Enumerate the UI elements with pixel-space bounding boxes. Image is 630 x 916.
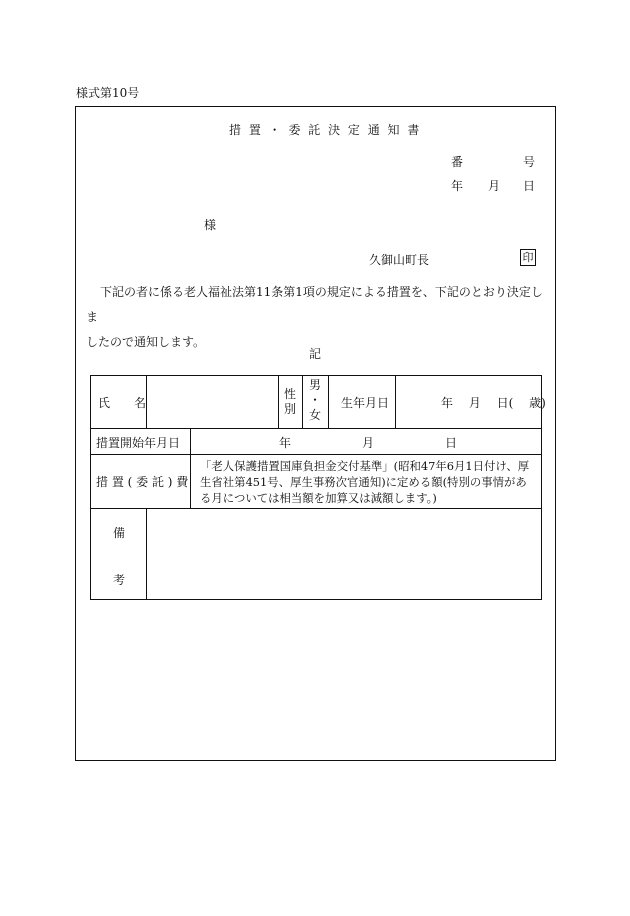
- start-month-label: 月: [362, 436, 375, 450]
- date-month-label: 月: [488, 179, 501, 193]
- start-date-label: 措置開始年月日: [96, 436, 181, 450]
- gender-label-char: 性: [284, 387, 297, 401]
- ki-heading: 記: [309, 347, 322, 361]
- table-rule: [302, 376, 303, 428]
- gender-label-char: 別: [284, 402, 297, 416]
- gender-option-female: 女: [309, 408, 322, 422]
- number-suffix: 号: [523, 155, 536, 169]
- date-year-label: 年: [451, 179, 464, 193]
- table-rule: [146, 376, 147, 428]
- notice-body-line-1: 下記の者に係る老人福祉法第11条第1項の規定による措置を、下記のとおり決定しま: [86, 285, 543, 324]
- addressee-suffix: 様: [204, 218, 217, 232]
- start-year-label: 年: [279, 436, 292, 450]
- start-day-label: 日: [445, 436, 458, 450]
- table-rule: [91, 428, 541, 429]
- birthdate-format: 年 月 日( 歳): [441, 396, 546, 410]
- form-number: 様式第10号: [76, 86, 140, 100]
- date-day-label: 日: [523, 179, 536, 193]
- table-rule: [328, 376, 329, 428]
- gender-option-male: 男: [309, 378, 322, 392]
- document-title: 措 置 ・ 委 託 決 定 通 知 書: [229, 123, 422, 137]
- cost-description-line: 「老人保護措置国庫負担金交付基準」(昭和47年6月1日付け、厚: [200, 459, 530, 473]
- notice-body-line-2: したので通知します。: [86, 335, 206, 349]
- cost-description-line: る月については相当額を加算又は減額します。): [200, 491, 437, 505]
- gender-options: [309, 378, 321, 423]
- remarks-label-bottom: 考: [113, 573, 126, 587]
- cost-description-line: 生省社第451号、厚生事務次官通知)に定める額(特別の事情があ: [200, 475, 527, 489]
- seal-stamp: 印: [520, 249, 536, 266]
- notice-body: [86, 280, 552, 355]
- table-rule: [91, 454, 541, 455]
- cost-label: 措 置 ( 委 託 ) 費: [96, 475, 189, 489]
- gender-label: [284, 387, 296, 417]
- details-table: [90, 375, 546, 600]
- cost-description: [200, 458, 529, 506]
- issuer-name: 久御山町長: [369, 253, 430, 267]
- table-rule: [395, 376, 396, 428]
- remarks-label-top: 備: [113, 526, 126, 540]
- table-rule: [278, 376, 279, 428]
- name-label: 氏 名: [98, 396, 147, 410]
- birthdate-label: 生年月日: [341, 396, 390, 410]
- number-label: 番: [451, 155, 464, 169]
- table-rule: [190, 428, 191, 508]
- gender-option-separator: ・: [309, 393, 322, 407]
- remarks-field[interactable]: [147, 509, 541, 599]
